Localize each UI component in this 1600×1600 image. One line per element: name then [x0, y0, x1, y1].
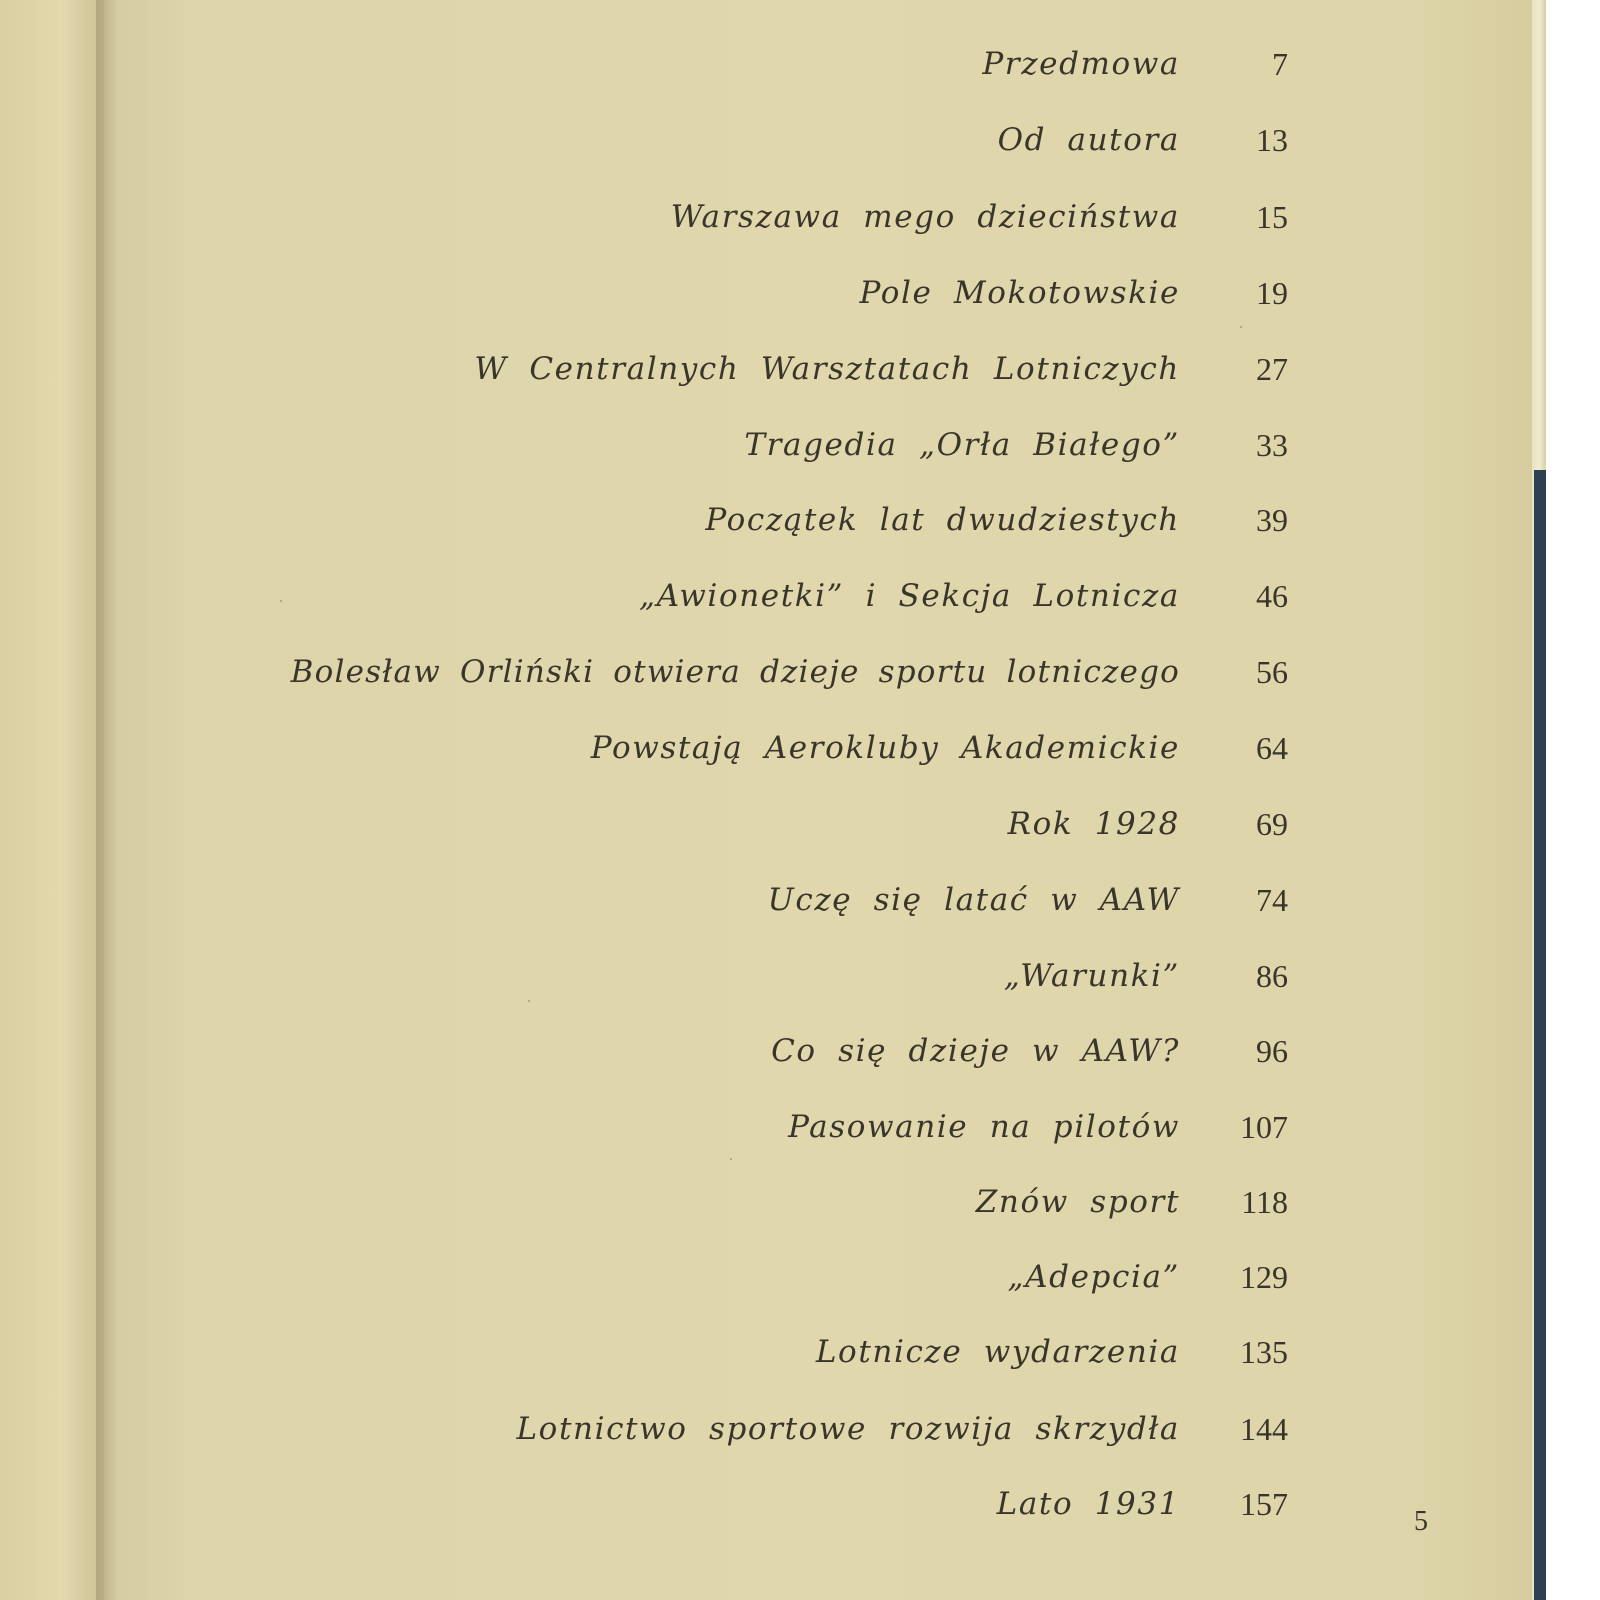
toc-entry-page: 33: [1256, 427, 1288, 463]
toc-entry-title: Bolesław Orliński otwiera dzieje sportu lotniczego: [290, 654, 1180, 690]
toc-entry: [240, 876, 1340, 924]
toc-entry-page: 13: [1256, 122, 1288, 158]
toc-entry-page: 15: [1256, 199, 1288, 235]
toc-entry: [240, 1103, 1340, 1151]
toc-entry-page: 157: [1240, 1486, 1288, 1522]
toc-entry-page: 46: [1256, 578, 1288, 614]
toc-entry-title: Lotnictwo sportowe rozwija skrzydła: [516, 1411, 1180, 1447]
toc-entry-title: Co się dzieje w AAW?: [771, 1033, 1180, 1069]
toc-entry-title: Warszawa mego dzieciństwa: [670, 199, 1180, 235]
toc-entry: [240, 421, 1340, 469]
toc-entry: [240, 952, 1340, 1000]
toc-entry: [240, 800, 1340, 848]
toc-entry: [240, 1405, 1340, 1453]
toc-entry-page: 118: [1241, 1184, 1288, 1220]
toc-entry: [240, 1027, 1340, 1075]
toc-entry: [240, 1480, 1340, 1528]
toc-entry: [240, 724, 1340, 772]
toc-entry-page: 144: [1240, 1411, 1288, 1447]
toc-entry-page: 39: [1256, 502, 1288, 538]
toc-entry-page: 19: [1256, 275, 1288, 311]
toc-entry: [240, 116, 1340, 164]
toc-entry-title: Rok 1928: [1007, 806, 1180, 842]
toc-entry-title: W Centralnych Warsztatach Lotniczych: [474, 351, 1180, 387]
toc-entry-title: Pole Mokotowskie: [859, 275, 1180, 311]
toc-entry-title: Początek lat dwudziestych: [705, 502, 1180, 538]
toc-entry: [240, 1253, 1340, 1301]
toc-entry-title: Pasowanie na pilotów: [788, 1109, 1180, 1145]
toc-entry-page: 129: [1240, 1259, 1288, 1295]
toc-entry: [240, 1178, 1340, 1226]
toc-entry: [240, 1328, 1340, 1376]
toc-entry-title: Lotnicze wydarzenia: [815, 1334, 1180, 1370]
toc-entry-page: 135: [1240, 1334, 1288, 1370]
toc-entry: [240, 496, 1340, 544]
toc-entry-title: Znów sport: [975, 1184, 1180, 1220]
toc-entry-page: 27: [1256, 351, 1288, 387]
toc-entry-page: 96: [1256, 1033, 1288, 1069]
toc-entry: [240, 269, 1340, 317]
toc-entry-page: 56: [1256, 654, 1288, 690]
toc-entry-page: 64: [1256, 730, 1288, 766]
toc-entry-title: „Awionetki” i Sekcja Lotnicza: [639, 578, 1180, 614]
toc-entry-title: „Adepcia”: [1007, 1259, 1180, 1295]
toc-entry-page: 107: [1240, 1109, 1288, 1145]
toc-entry: [240, 193, 1340, 241]
toc-entry-title: Tragedia „Orła Białego”: [744, 427, 1180, 463]
toc-entry-page: 74: [1256, 882, 1288, 918]
toc-entry-title: Uczę się latać w AAW: [767, 882, 1180, 918]
toc-entry-page: 7: [1272, 46, 1288, 82]
toc-entry: [240, 572, 1340, 620]
toc-entry-title: Od autora: [997, 122, 1180, 158]
toc-entry: [240, 40, 1340, 88]
toc-entry: [240, 648, 1340, 696]
page-number: 5: [1414, 1506, 1428, 1537]
toc-entry-title: „Warunki”: [1003, 958, 1180, 994]
toc-entry-page: 69: [1256, 806, 1288, 842]
toc-entry-title: Lato 1931: [996, 1486, 1180, 1522]
toc-entry: [240, 345, 1340, 393]
toc-entry-title: Przedmowa: [982, 46, 1180, 82]
toc-entry-page: 86: [1256, 958, 1288, 994]
toc-entry-title: Powstają Aerokluby Akademickie: [590, 730, 1180, 766]
